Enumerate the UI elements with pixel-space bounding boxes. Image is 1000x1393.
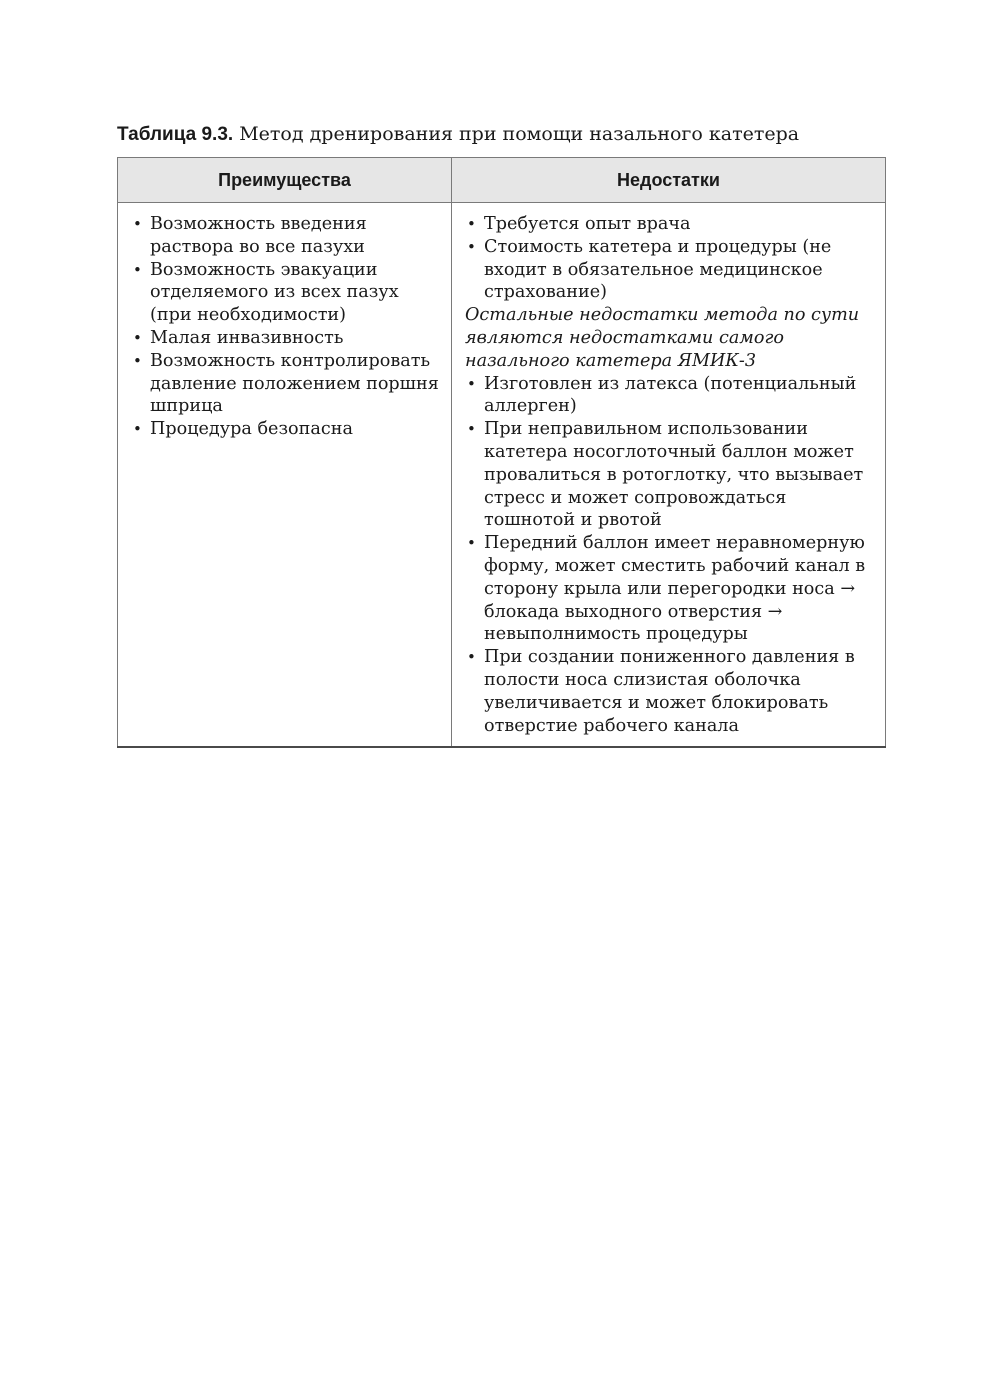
bullet-icon: • — [467, 237, 476, 256]
table-number: Таблица 9.3. — [117, 124, 234, 145]
list-item: • Передний баллон имеет неравномерную форму, может сместить рабочий канал в сторону крыла или перегородки носа → блокада выходного отверстия → невыполнимость процедуры — [467, 533, 866, 645]
list-item: • Требуется опыт врача — [467, 214, 691, 234]
bullet-icon: • — [133, 215, 142, 233]
disadvantages-list-bottom — [465, 373, 875, 738]
comparison-table — [117, 157, 886, 748]
list-item: • При создании пониженного давления в полости носа слизистая оболочка увеличивается и может блокировать отверстие рабочего канала — [467, 647, 855, 736]
bullet-icon: • — [133, 351, 142, 370]
disadvantages-list-top — [465, 213, 875, 304]
table-caption — [117, 121, 897, 148]
list-item: • Процедура безопасна — [133, 419, 353, 440]
advantages-cell — [118, 203, 452, 748]
bullet-icon: • — [467, 374, 476, 393]
bullet-icon: • — [467, 648, 476, 667]
body-row — [118, 203, 886, 748]
header-advantages: Преимущества — [118, 158, 452, 203]
list-item: • Малая инвазивность — [133, 327, 344, 348]
list-item: • Возможность эвакуации отделяемого из всех пазух (при необходимости) — [133, 259, 399, 326]
bullet-icon: • — [133, 420, 142, 439]
list-item: • Стоимость катетера и процедуры (не входит в обязательное медицинское страхование) — [467, 236, 832, 303]
list-item: • Возможность контролировать давление положением поршня шприца — [133, 350, 439, 417]
advantages-list — [131, 213, 441, 441]
bullet-icon: • — [467, 420, 476, 439]
bullet-icon: • — [467, 215, 476, 233]
disadvantages-cell — [452, 203, 886, 748]
italic-note: Остальные недостатки метода по сути являются недостатками самого назального катетера ЯМИК-3 — [465, 305, 860, 371]
bullet-icon: • — [467, 534, 476, 553]
bullet-icon: • — [133, 260, 142, 279]
header-disadvantages: Недостатки — [452, 158, 886, 203]
list-item: • При неправильном использовании катетера носоглоточный баллон может провалиться в ротоглотку, что вызывает стресс и может сопровождаться тошнотой и рвотой — [467, 419, 864, 531]
bullet-icon: • — [133, 328, 142, 347]
list-item: • Возможность введения раствора во все пазухи — [133, 214, 367, 257]
list-item: • Изготовлен из латекса (потенциальный аллерген) — [467, 373, 857, 417]
table-title: Метод дренирования при помощи назального катетера — [239, 123, 800, 145]
header-row — [118, 158, 886, 203]
